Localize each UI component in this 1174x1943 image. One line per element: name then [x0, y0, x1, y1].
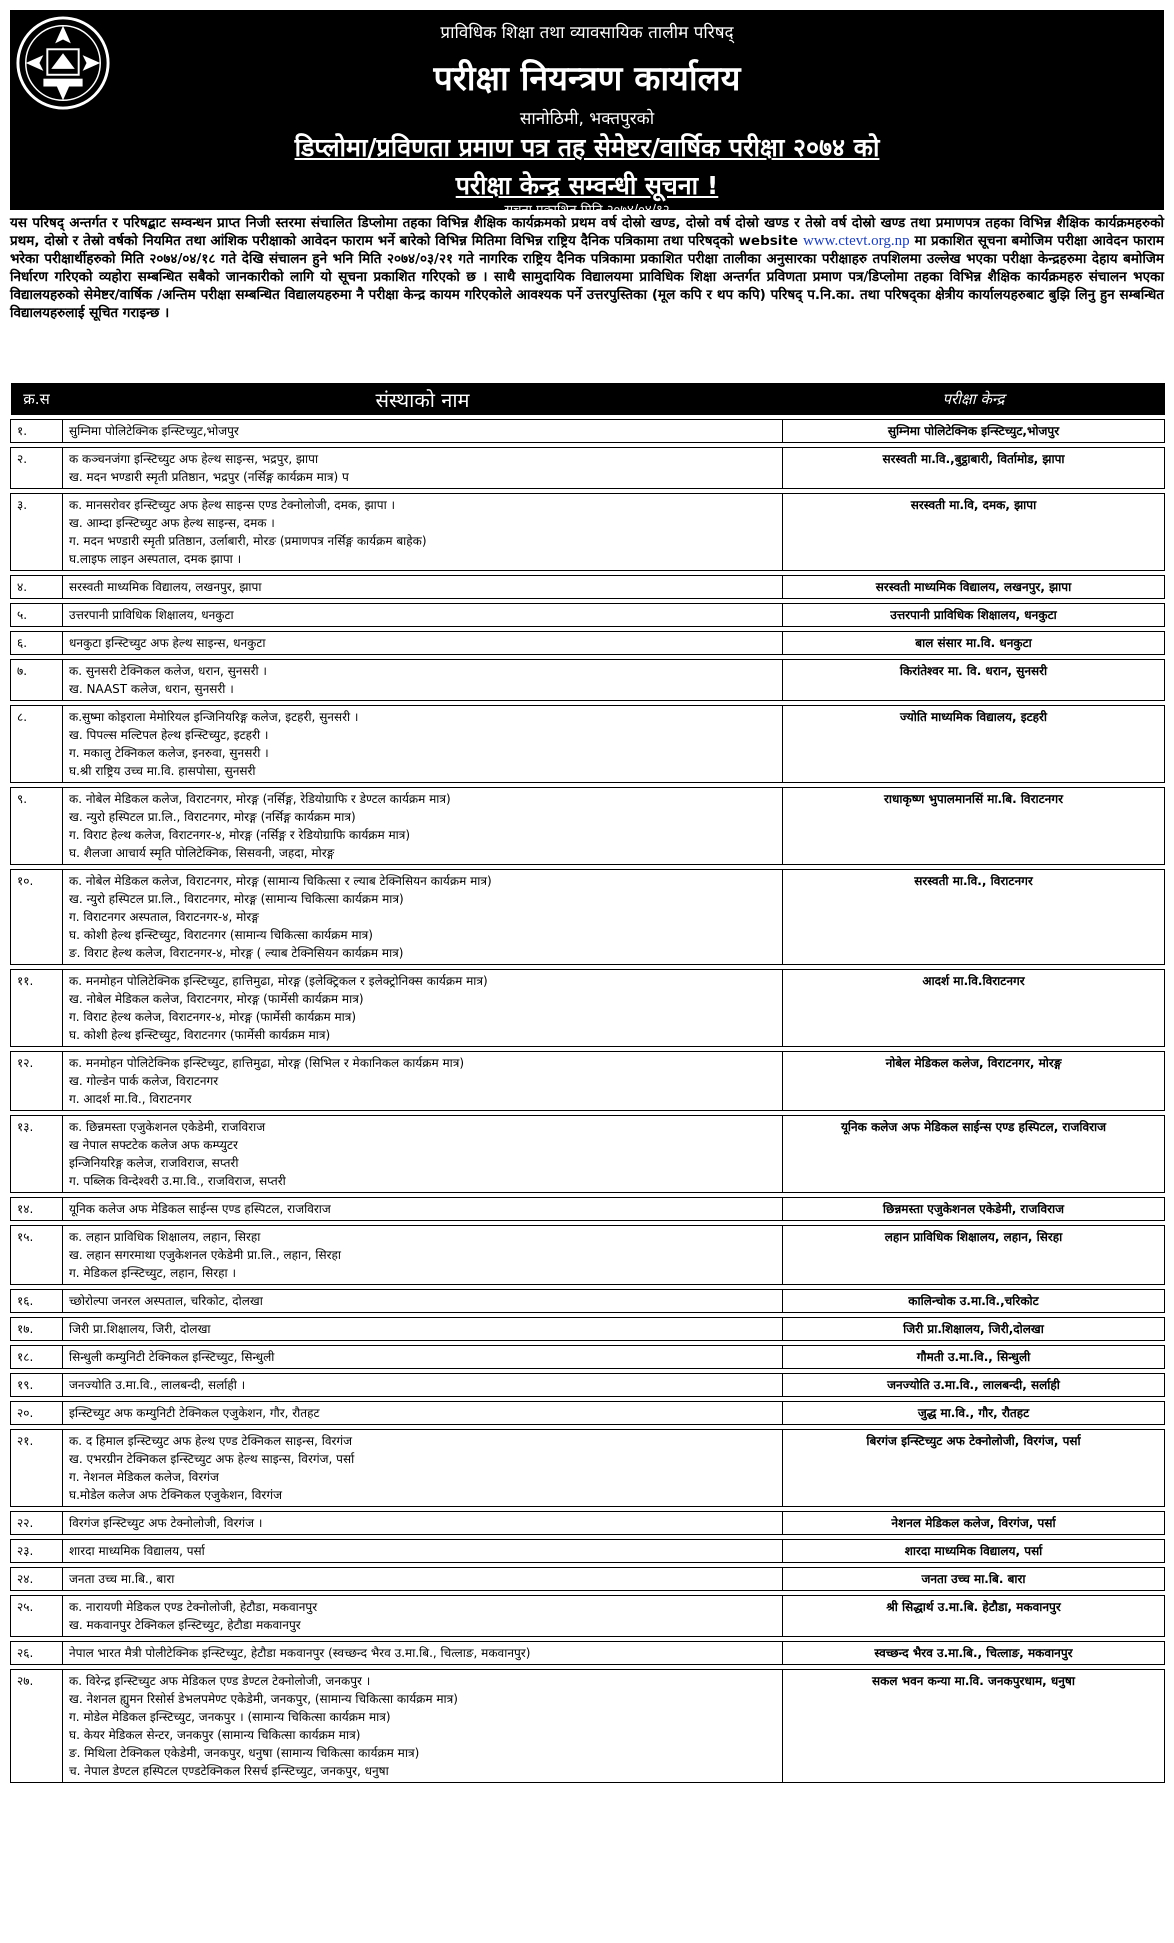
institution-name: विरगंज इन्स्टिच्युट अफ टेक्नोलोजी, विरगंज । — [69, 1516, 263, 1530]
institution-name: उत्तरपानी प्राविधिक शिक्षालय, धनकुटा — [69, 608, 234, 622]
row-institutions — [63, 632, 783, 655]
row-institutions — [63, 576, 783, 599]
row-serial: १४. — [11, 1198, 63, 1221]
row-institutions — [63, 1116, 783, 1193]
institution-name: च्छोरोल्पा जनरल अस्पताल, चरिकोट, दोलखा — [69, 1294, 263, 1308]
institution-name: क. मानसरोवर इन्स्टिच्युट अफ हेल्थ साइन्स एण्ड टेक्नोलोजी, दमक, झापा । — [69, 498, 396, 512]
table-row — [11, 1568, 1165, 1591]
row-institutions — [63, 706, 783, 783]
row-serial: ५. — [11, 604, 63, 627]
office-location: सानोठिमी, भक्तपुरको — [519, 109, 655, 129]
institution-name: सुम्निमा पोलिटेक्निक इन्स्टिच्युट,भोजपुर — [69, 424, 239, 438]
row-institutions — [63, 420, 783, 443]
institution-name: ख. पिपल्स मल्टिपल हेल्थ इन्स्टिच्युट, इटहरी । — [69, 728, 269, 742]
table-row — [11, 1198, 1165, 1221]
notice-header — [10, 10, 1164, 218]
table-row — [11, 1402, 1165, 1425]
row-institutions — [63, 1198, 783, 1221]
row-exam-center: राधाकृष्ण भुपालमानसिं मा.बि. विराटनगर — [783, 788, 1165, 865]
row-institutions — [63, 604, 783, 627]
row-exam-center: सकल भवन कन्या मा.वि. जनकपुरधाम, धनुषा — [783, 1670, 1165, 1783]
institution-name: सिन्धुली कम्युनिटी टेक्निकल इन्स्टिच्युट, सिन्धुली — [69, 1350, 275, 1364]
row-exam-center: यूनिक कलेज अफ मेडिकल साईन्स एण्ड हस्पिटल, राजविराज — [783, 1116, 1165, 1193]
table-row — [11, 448, 1165, 489]
header-exam-center: परीक्षा केन्द्र — [783, 383, 1165, 415]
row-institutions — [63, 660, 783, 701]
row-institutions — [63, 494, 783, 571]
row-exam-center: गौमती उ.मा.वि., सिन्धुली — [783, 1346, 1165, 1369]
row-exam-center: नेशनल मेडिकल कलेज, विरगंज, पर्सा — [783, 1512, 1165, 1535]
row-institutions — [63, 1540, 783, 1563]
row-exam-center: सरस्वती माध्यमिक विद्यालय, लखनपुर, झापा — [783, 576, 1165, 599]
row-serial: २१. — [11, 1430, 63, 1507]
institution-name: सरस्वती माध्यमिक विद्यालय, लखनपुर, झापा — [69, 580, 262, 594]
intro-paragraph — [10, 214, 1164, 322]
row-institutions — [63, 1052, 783, 1111]
table-row — [11, 660, 1165, 701]
row-exam-center: छिन्नमस्ता एजुकेशनल एकेडेमी, राजविराज — [783, 1198, 1165, 1221]
institution-name: ख. NAAST कलेज, धरान, सुनसरी । — [69, 682, 234, 696]
row-institutions — [63, 1642, 783, 1665]
institution-name: ग. विराट हेल्थ कलेज, विराटनगर-४, मोरङ्ग (फार्मेसी कार्यक्रम मात्र) — [69, 1010, 357, 1024]
institution-name: क.सुष्मा कोइराला मेमोरियल इन्जिनियरिङ्ग कलेज, इटहरी, सुनसरी । — [69, 710, 359, 724]
institution-name: क. मनमोहन पोलिटेक्निक इन्स्टिच्युट, हात्तिमुढा, मोरङ्ग (इलेक्ट्रिकल र इलेक्ट्रोनिक्स कार्यक्रम मात्र) — [69, 974, 488, 988]
row-serial: ३. — [11, 494, 63, 571]
header-institution: संस्थाको नाम — [63, 383, 783, 415]
table-row — [11, 1052, 1165, 1111]
row-serial: ८. — [11, 706, 63, 783]
table-row — [11, 1540, 1165, 1563]
row-exam-center: सरस्वती मा.वि, दमक, झापा — [783, 494, 1165, 571]
institution-name: क कञ्चनजंगा इन्स्टिच्युट अफ हेल्थ साइन्स, भद्रपुर, झापा — [69, 452, 319, 466]
table-row — [11, 632, 1165, 655]
institution-name: ग. मदन भण्डारी स्मृती प्रतिष्ठान, उर्लाबारी, मोरङ (प्रमाणपत्र नर्सिङ्ग कार्यक्रम बाहेक) — [69, 534, 427, 548]
institution-name: ख. मदन भण्डारी स्मृती प्रतिष्ठान, भद्रपुर (नर्सिङ्ग कार्यक्रम मात्र) प — [69, 470, 349, 484]
row-serial: १९. — [11, 1374, 63, 1397]
row-serial: २२. — [11, 1512, 63, 1535]
row-exam-center: बिरगंज इन्स्टिच्युट अफ टेक्नोलोजी, विरगंज, पर्सा — [783, 1430, 1165, 1507]
exam-center-table — [10, 383, 1165, 1783]
row-exam-center: स्वच्छन्द भैरव उ.मा.बि., चित्लाङ, मकवानपुर — [783, 1642, 1165, 1665]
table-row — [11, 494, 1165, 571]
institution-name: क. लहान प्राविधिक शिक्षालय, लहान, सिरहा — [69, 1230, 261, 1244]
institution-name: क. नोबेल मेडिकल कलेज, विराटनगर, मोरङ्ग (सामान्य चिकित्सा र ल्याब टेक्निसियन कार्यक्रम मात्र) — [69, 874, 492, 888]
row-institutions — [63, 1670, 783, 1783]
institution-name: ग. मकालु टेक्निकल कलेज, इनरुवा, सुनसरी । — [69, 746, 269, 760]
row-institutions — [63, 970, 783, 1047]
row-exam-center: जुद्ध मा.वि., गौर, रौतहट — [783, 1402, 1165, 1425]
institution-name: ग. नेशनल मेडिकल कलेज, विरगंज — [69, 1470, 219, 1484]
institution-name: ख. लहान सगरमाथा एजुकेशनल एकेडेमी प्रा.लि., लहान, सिरहा — [69, 1248, 342, 1262]
institution-name: ङ. विराट हेल्थ कलेज, विराटनगर-४, मोरङ्ग ( ल्याब टेक्निसियन कार्यक्रम मात्र) — [69, 946, 404, 960]
row-serial: १६. — [11, 1290, 63, 1313]
row-serial: ४. — [11, 576, 63, 599]
institution-name: घ.लाइफ लाइन अस्पताल, दमक झापा । — [69, 552, 242, 566]
row-exam-center: किरांतेश्वर मा. वि. धरान, सुनसरी — [783, 660, 1165, 701]
row-serial: २३. — [11, 1540, 63, 1563]
website-link[interactable]: www.ctevt.org.np — [802, 233, 910, 249]
row-exam-center: लहान प्राविधिक शिक्षालय, लहान, सिरहा — [783, 1226, 1165, 1285]
table-row — [11, 576, 1165, 599]
row-institutions — [63, 1430, 783, 1507]
row-institutions — [63, 1318, 783, 1341]
row-serial: १. — [11, 420, 63, 443]
row-exam-center: नोबेल मेडिकल कलेज, विराटनगर, मोरङ्ग — [783, 1052, 1165, 1111]
table-row — [11, 706, 1165, 783]
row-serial: १८. — [11, 1346, 63, 1369]
institution-name: च. नेपाल डेण्टल हस्पिटल एण्डटेक्निकल रिसर्च इन्स्टिच्युट, जनकपुर, धनुषा — [69, 1764, 389, 1778]
institution-name: क. विरेन्द्र इन्स्टिच्युट अफ मेडिकल एण्ड डेण्टल टेक्नोलोजी, जनकपुर । — [69, 1674, 371, 1688]
institution-name: घ.श्री राष्ट्रिय उच्च मा.वि. हासपोसा, सुनसरी — [69, 764, 256, 778]
institution-name: क. सुनसरी टेक्निकल कलेज, धरान, सुनसरी । — [69, 664, 267, 678]
row-serial: १२. — [11, 1052, 63, 1111]
table-row — [11, 1670, 1165, 1783]
published-date: सूचना प्रकाशित मिति २०७४/०४/१२ — [504, 203, 670, 218]
institution-name: ग. मेडिकल इन्स्टिच्युट, लहान, सिरहा । — [69, 1266, 237, 1280]
table-row — [11, 420, 1165, 443]
institution-name: जनता उच्च मा.बि., बारा — [69, 1572, 175, 1586]
row-institutions — [63, 448, 783, 489]
table-row — [11, 1290, 1165, 1313]
institution-name: घ. कोशी हेल्थ इन्स्टिच्युट, विराटनगर (सामान्य चिकित्सा कार्यक्रम मात्र) — [69, 928, 373, 942]
row-exam-center: बाल संसार मा.वि. धनकुटा — [783, 632, 1165, 655]
institution-name: ख. मकवानपुर टेक्निकल इन्स्टिच्युट, हेटौडा मकवानपुर — [69, 1618, 301, 1632]
table-row — [11, 1430, 1165, 1507]
institution-name: ग. पब्लिक विन्देश्वरी उ.मा.वि., राजविराज, सप्तरी — [69, 1174, 286, 1188]
table-row — [11, 1596, 1165, 1637]
table-row — [11, 1116, 1165, 1193]
row-exam-center: सुम्निमा पोलिटेक्निक इन्स्टिच्युट,भोजपुर — [783, 420, 1165, 443]
row-serial: १७. — [11, 1318, 63, 1341]
table-row — [11, 870, 1165, 965]
row-institutions — [63, 1346, 783, 1369]
table-row — [11, 1346, 1165, 1369]
institution-name: ग. विराटनगर अस्पताल, विराटनगर-४, मोरङ्ग — [69, 910, 259, 924]
row-serial: २५. — [11, 1596, 63, 1637]
institution-name: शारदा माध्यमिक विद्यालय, पर्सा — [69, 1544, 205, 1558]
table-row — [11, 1512, 1165, 1535]
institution-name: घ.मोडेल कलेज अफ टेक्निकल एजुकेशन, विरगंज — [69, 1488, 282, 1502]
row-exam-center: आदर्श मा.वि.विराटनगर — [783, 970, 1165, 1047]
table-row — [11, 1318, 1165, 1341]
row-institutions — [63, 1596, 783, 1637]
row-serial: १०. — [11, 870, 63, 965]
row-exam-center: जिरी प्रा.शिक्षालय, जिरी,दोलखा — [783, 1318, 1165, 1341]
row-serial: २७. — [11, 1670, 63, 1783]
institution-name: ग. आदर्श मा.वि., विराटनगर — [69, 1092, 192, 1106]
table-row — [11, 788, 1165, 865]
institution-name: घ. केयर मेडिकल सेन्टर, जनकपुर (सामान्य चिकित्सा कार्यक्रम मात्र) — [69, 1728, 361, 1742]
table-row — [11, 970, 1165, 1047]
institution-name: ख. नेशनल ह्युमन रिसोर्स डेभलपमेण्ट एकेडेमी, जनकपुर, (सामान्य चिकित्सा कार्यक्रम मात्र) — [69, 1692, 458, 1706]
institution-name: ख. नोबेल मेडिकल कलेज, विराटनगर, मोरङ्ग (फार्मेसी कार्यक्रम मात्र) — [69, 992, 364, 1006]
row-serial: २४. — [11, 1568, 63, 1591]
row-institutions — [63, 788, 783, 865]
institution-name: ग. मोडेल मेडिकल इन्स्टिच्युट, जनकपुर । (सामान्य चिकित्सा कार्यक्रम मात्र) — [69, 1710, 391, 1724]
row-serial: २. — [11, 448, 63, 489]
row-exam-center: जनता उच्च मा.बि. बारा — [783, 1568, 1165, 1591]
row-exam-center: सरस्वती मा.वि.,बुट्ठाबारी, विर्तामोड, झापा — [783, 448, 1165, 489]
row-serial: ६. — [11, 632, 63, 655]
institution-name: इन्स्टिच्युट अफ कम्युनिटी टेक्निकल एजुकेशन, गौर, रौतहट — [69, 1406, 320, 1420]
institution-name: ख. न्युरो हस्पिटल प्रा.लि., विराटनगर, मोरङ्ग (सामान्य चिकित्सा कार्यक्रम मात्र) — [69, 892, 404, 906]
institution-name: क. छिन्नमस्ता एजुकेशनल एकेडेमी, राजविराज — [69, 1120, 266, 1134]
row-institutions — [63, 1290, 783, 1313]
row-exam-center: श्री सिद्धार्थ उ.मा.बि. हेटौडा, मकवानपुर — [783, 1596, 1165, 1637]
table-row — [11, 604, 1165, 627]
institution-name: यूनिक कलेज अफ मेडिकल साईन्स एण्ड हस्पिटल, राजविराज — [69, 1202, 331, 1216]
notice-title-line1: डिप्लोमा/प्रविणता प्रमाण पत्र तह सेमेष्टर/वार्षिक परीक्षा २०७४ को — [294, 133, 880, 162]
institution-name: क. द हिमाल इन्स्टिच्युट अफ हेल्थ एण्ड टेक्निकल साइन्स, विरगंज — [69, 1434, 353, 1448]
header-serial: क्र.स — [11, 383, 63, 415]
institution-name: ख. आम्दा इन्स्टिच्युट अफ हेल्थ साइन्स, दमक । — [69, 516, 275, 530]
institution-name: इन्जिनियरिङ्ग कलेज, राजविराज, सप्तरी — [69, 1156, 239, 1170]
table-row — [11, 1642, 1165, 1665]
row-serial: २६. — [11, 1642, 63, 1665]
table-row — [11, 1226, 1165, 1285]
institution-name: ख. न्युरो हस्पिटल प्रा.लि., विराटनगर, मोरङ्ग (नर्सिङ्ग कार्यक्रम मात्र) — [69, 810, 356, 824]
institution-name: ख. गोल्डेन पार्क कलेज, विराटनगर — [69, 1074, 219, 1088]
row-serial: २०. — [11, 1402, 63, 1425]
row-institutions — [63, 1226, 783, 1285]
table-row — [11, 1374, 1165, 1397]
row-serial: १३. — [11, 1116, 63, 1193]
intro-part2: मा प्रकाशित सूचना बमोजिम परीक्षा आवेदन फाराम भरेका परीक्षार्थीहरुको मिति २०७४/०४/१८ गते देखि संचालन हुने भनि मिति २०७४/०३/२१ गते नागरिक राष्ट्रिय दैनिक पत्रिकामा प्रकाशित परीक्षा तालीका अनुसारका परीक्षाहरु तपशिलमा उल्लेख भएका परीक्षा केन्द्रहरुमा देहाय बमोजिम निर्धारण गरिएको व्यहोरा सम्बन्धित सबैको जानकारीको लागि यो सूचना प्रकाशित गरिएको छ । साथै सामुदायिक विद्यालयमा प्राविधिक शिक्षा अन्तर्गत प्रविणता प्रमाण पत्र/डिप्लोमा तहका विभिन्न शैक्षिक कार्यक्रमहरु संचालन भएका विद्यालयहरुको सेमेष्टर/वार्षिक /अन्तिम परीक्षा सम्बन्धित विद्यालयहरुमा नै परीक्षा केन्द्र कायम गरिएकोले आवश्यक पर्ने उत्तरपुस्तिका (मूल कपि र थप कपि) परिषद् प.नि.का. तथा परिषद्का क्षेत्रीय कार्यालयहरुबाट बुझि लिनु हुन सम्बन्धित विद्यालयहरुलाई सूचित गराइन्छ । — [10, 233, 1165, 321]
institution-name: घ. कोशी हेल्थ इन्स्टिच्युट, विराटनगर (फार्मेसी कार्यक्रम मात्र) — [69, 1028, 331, 1042]
institution-name: क. नारायणी मेडिकल एण्ड टेक्नोलोजी, हेटौडा, मकवानपुर — [69, 1600, 318, 1614]
row-serial: १५. — [11, 1226, 63, 1285]
row-exam-center: शारदा माध्यमिक विद्यालय, पर्सा — [783, 1540, 1165, 1563]
row-serial: ९. — [11, 788, 63, 865]
institution-name: धनकुटा इन्स्टिच्युट अफ हेल्थ साइन्स, धनकुटा — [69, 636, 266, 650]
institution-name: ङ. मिथिला टेक्निकल एकेडेमी, जनकपुर, धनुषा (सामान्य चिकित्सा कार्यक्रम मात्र) — [69, 1746, 420, 1760]
row-exam-center: जनज्योति उ.मा.वि., लालबन्दी, सर्लाही — [783, 1374, 1165, 1397]
institution-name: ग. विराट हेल्थ कलेज, विराटनगर-४, मोरङ्ग (नर्सिङ्ग र रेडियोग्राफि कार्यक्रम मात्र) — [69, 828, 411, 842]
institution-name: जिरी प्रा.शिक्षालय, जिरी, दोलखा — [69, 1322, 211, 1336]
org-name: प्राविधिक शिक्षा तथा व्यावसायिक तालीम परिषद् — [440, 23, 734, 43]
institution-name: ख. एभरग्रीन टेक्निकल इन्स्टिच्युट अफ हेल्थ साइन्स, विरगंज, पर्सा — [69, 1452, 355, 1466]
row-serial: ११. — [11, 970, 63, 1047]
row-institutions — [63, 1512, 783, 1535]
row-serial: ७. — [11, 660, 63, 701]
institution-name: क. नोबेल मेडिकल कलेज, विराटनगर, मोरङ्ग (नर्सिङ्ग, रेडियोग्राफि र डेण्टल कार्यक्रम मात्र) — [69, 792, 451, 806]
institution-name: जनज्योति उ.मा.वि., लालबन्दी, सर्लाही । — [69, 1378, 246, 1392]
row-institutions — [63, 1568, 783, 1591]
office-name: परीक्षा नियन्त्रण कार्यालय — [433, 59, 741, 99]
row-exam-center: कालिन्चोक उ.मा.वि.,चरिकोट — [783, 1290, 1165, 1313]
row-institutions — [63, 1374, 783, 1397]
row-institutions — [63, 870, 783, 965]
institution-name: घ. शैलजा आचार्य स्मृति पोलिटेक्निक, सिसवनी, जहदा, मोरङ्ग — [69, 846, 335, 860]
row-exam-center: उत्तरपानी प्राविधिक शिक्षालय, धनकुटा — [783, 604, 1165, 627]
institution-name: ख नेपाल सफ्टटेक कलेज अफ कम्प्युटर — [69, 1138, 238, 1152]
row-institutions — [63, 1402, 783, 1425]
notice-title-line2: परीक्षा केन्द्र सम्वन्धी सूचना ! — [455, 171, 719, 200]
row-exam-center: ज्योति माध्यमिक विद्यालय, इटहरी — [783, 706, 1165, 783]
institution-name: नेपाल भारत मैत्री पोलीटेक्निक इन्स्टिच्युट, हेटौडा मकवानपुर (स्वच्छन्द भैरव उ.मा.बि., चित्लाङ, मकवानपुर) — [69, 1646, 531, 1660]
row-exam-center: सरस्वती मा.वि., विराटनगर — [783, 870, 1165, 965]
intro-part1: यस परिषद् अन्तर्गत र परिषद्बाट सम्वन्धन प्राप्त निजी स्तरमा संचालित डिप्लोमा तहका विभिन्न शैक्षिक कार्यक्रमको प्रथम वर्ष दोस्रो खण्ड, दोस्रो वर्ष दोस्रो खण्ड र तेस्रो वर्ष दोस्रो खण्ड तथा प्रमाणपत्र तहका विभिन्न शैक्षिक कार्यक्रमहरुको प्रथम, दोस्रो र तेस्रो वर्षको नियमित तथा आंशिक परीक्षाको आवेदन फाराम भर्ने बारेको विभिन्न मितिमा विभिन्न राष्ट्रिय दैनिक पत्रिकामा तथा परिषद्को website — [10, 215, 1164, 249]
institution-name: क. मनमोहन पोलिटेक्निक इन्स्टिच्युट, हात्तिमुढा, मोरङ्ग (सिभिल र मेकानिकल कार्यक्रम मात्र) — [69, 1056, 465, 1070]
